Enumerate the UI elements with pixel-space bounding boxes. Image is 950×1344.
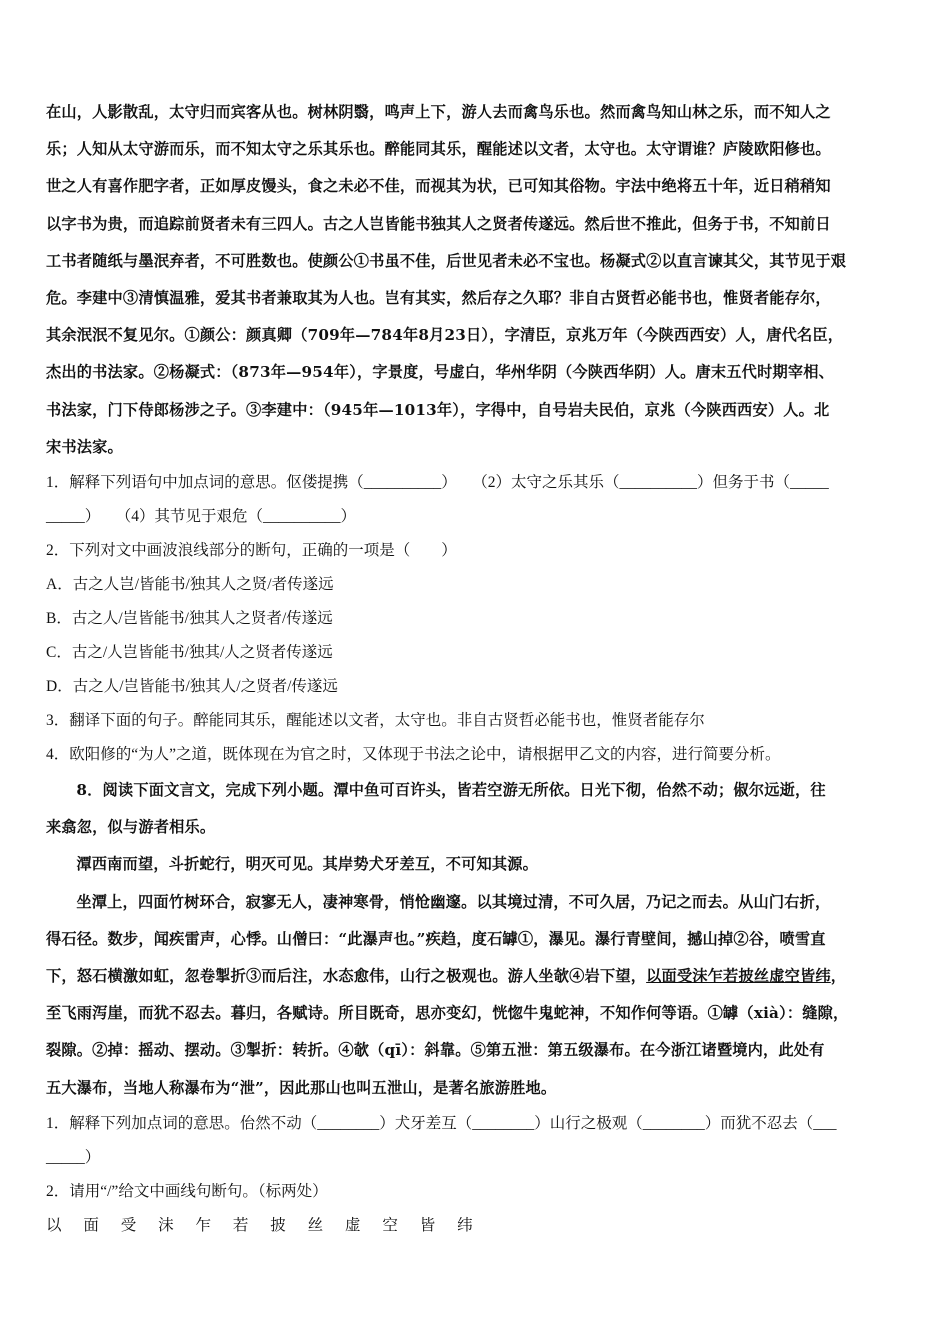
question-3: 3．翻译下面的句子。醉能同其乐，醒能述以文者，太守也。非自古贤哲必能书也，惟贤者能存尔	[46, 712, 705, 730]
option-b: B．古之人/岂皆能书/独其人之贤者/传遂远	[46, 610, 333, 628]
questions-two	[46, 1107, 908, 1243]
question-1-line-1: 1．解释下列语句中加点词的意思。伛偻提携（__________） （2）太守之乐其乐（__________）但务于书（_____	[46, 474, 829, 492]
passage-two-para-3-line-1: 坐潭上，四面竹树环合，寂寥无人，凄神寒骨，悄怆幽邃。以其境过清，不可久居，乃记之而去。从山门右折，	[76, 892, 831, 911]
passage-line: 乐；人知从太守游而乐，而不知太守之乐其乐也。醉能同其乐，醒能述以文者，太守也。太守谓谁？庐陵欧阳修也。	[46, 140, 831, 159]
passage-two-para-3-line-3	[46, 958, 908, 995]
passage-two-para-1-line-1: 8．阅读下面文言文，完成下列小题。潭中鱼可百许头，皆若空游无所依。日光下彻，佁然不动；俶尔远逝，往	[76, 781, 826, 800]
passage-two-para-1-line-2: 来翕忽，似与游者相乐。	[46, 818, 216, 837]
passage-two-para-3-line-2: 得石径。数步，闻疾雷声，心悸。山僧曰：“此瀑声也。”疾趋，度石罅①，瀑见。瀑行青壁间，撼山掉②谷，喷雪直	[46, 929, 826, 948]
question-2-2: 2．请用“/”给文中画线句断句。（标两处）	[46, 1182, 328, 1200]
passage-line: 世之人有喜作肥字者，正如厚皮馒头，食之未必不佳，而视其为状，已可知其俗物。宇法中绝将五十年，近日稍稍知	[46, 177, 831, 196]
option-c: C．古之/人岂皆能书/独其/人之贤者传遂远	[46, 644, 333, 662]
passage-line: 工书者随纸与墨泯弃者，不可胜数也。使颜公①书虽不佳，后世见者未必不宝也。杨凝式②以直言谏其父，其节见于艰	[46, 251, 847, 270]
option-d: D．古之人/岂皆能书/独其人/之贤者/传遂远	[46, 678, 338, 696]
passage-line: 杰出的书法家。②杨凝式：（873年—954年），字景度，号虚白，华州华阴（今陕西华阴）人。唐末五代时期宰相、	[46, 363, 835, 382]
passage-line: 以字书为贵，而追踪前贤者未有三四人。古之人岂皆能书独其人之贤者传遂远。然后世不推此，但务于书，不知前日	[46, 214, 831, 233]
underlined-sentence: 以面受沫乍若披丝虚空皆纬	[646, 967, 831, 986]
question-2-1-line-2: _____）	[46, 1148, 101, 1166]
text-span: 下，怒石横激如虹，忽卷掣折③而后注，水态愈伟，山行之极观也。游人坐欹④岩下望，	[46, 967, 647, 986]
passage-line: 其余泯泯不复见尔。①颜公：颜真卿（709年—784年8月23日），字清臣，京兆万年（今陕西西安）人，唐代名臣，	[46, 326, 844, 345]
document-page	[46, 96, 908, 1243]
passage-line: 危。李建中③清慎温雅，爱其书者兼取其为人也。岂有其实，然后存之久耶？非自古贤哲必能书也，惟贤者能存尔，	[46, 289, 831, 308]
passage-two-para-3-line-4: 至飞雨泻崖，而犹不忍去。暮归，各赋诗。所目既奇，思亦变幻，恍惚牛鬼蛇神，不知作何等语。①罅（xià）：缝隙，	[46, 1004, 849, 1023]
passage-line: 在山，人影散乱，太守归而宾客从也。树林阴翳，鸣声上下，游人去而禽鸟乐也。然而禽鸟知山林之乐，而不知人之	[46, 103, 831, 121]
questions-one	[46, 466, 908, 772]
passage-two-para-3-line-6: 五大瀑布，当地人称瀑布为“泄”，因此那山也叫五泄山，是著名旅游胜地。	[46, 1078, 557, 1097]
question-4: 4．欧阳修的“为人”之道，既体现在为官之时，又体现于书法之论中，请根据甲乙文的内容，进行简要分析。	[46, 746, 781, 764]
passage-two-para-3-line-5: 裂隙。②掉：摇动、摆动。③掣折：转折。④欹（qī）：斜靠。⑤第五泄：第五级瀑布。在今浙江诸暨境内，此处有	[46, 1041, 825, 1060]
passage-one	[46, 94, 908, 466]
passage-two-para-2: 潭西南而望，斗折蛇行，明灭可见。其岸势犬牙差互，不可知其源。	[76, 855, 539, 874]
option-a: A．古之人岂/皆能书/独其人之贤/者传遂远	[46, 576, 334, 594]
passage-line: 书法家，门下侍郎杨涉之子。③李建中：（945年—1013年），字得中，自号岩夫民伯，京兆（今陕西西安）人。北	[46, 400, 830, 419]
sentence-to-punctuate: 以 面 受 沫 乍 若 披 丝 虚 空 皆 纬	[46, 1216, 482, 1234]
question-2: 2．下列对文中画波浪线部分的断句，正确的一项是（ ）	[46, 542, 457, 560]
passage-two	[46, 772, 908, 1107]
question-1-line-2: _____） （4）其节见于艰危（__________）	[46, 508, 357, 526]
question-2-1-line-1: 1．解释下列加点词的意思。佁然不动（________）犬牙差互（________）山行之极观（________）而犹不忍去（___	[46, 1114, 837, 1132]
passage-line: 宋书法家。	[46, 437, 123, 456]
text-span: ，	[830, 967, 847, 986]
